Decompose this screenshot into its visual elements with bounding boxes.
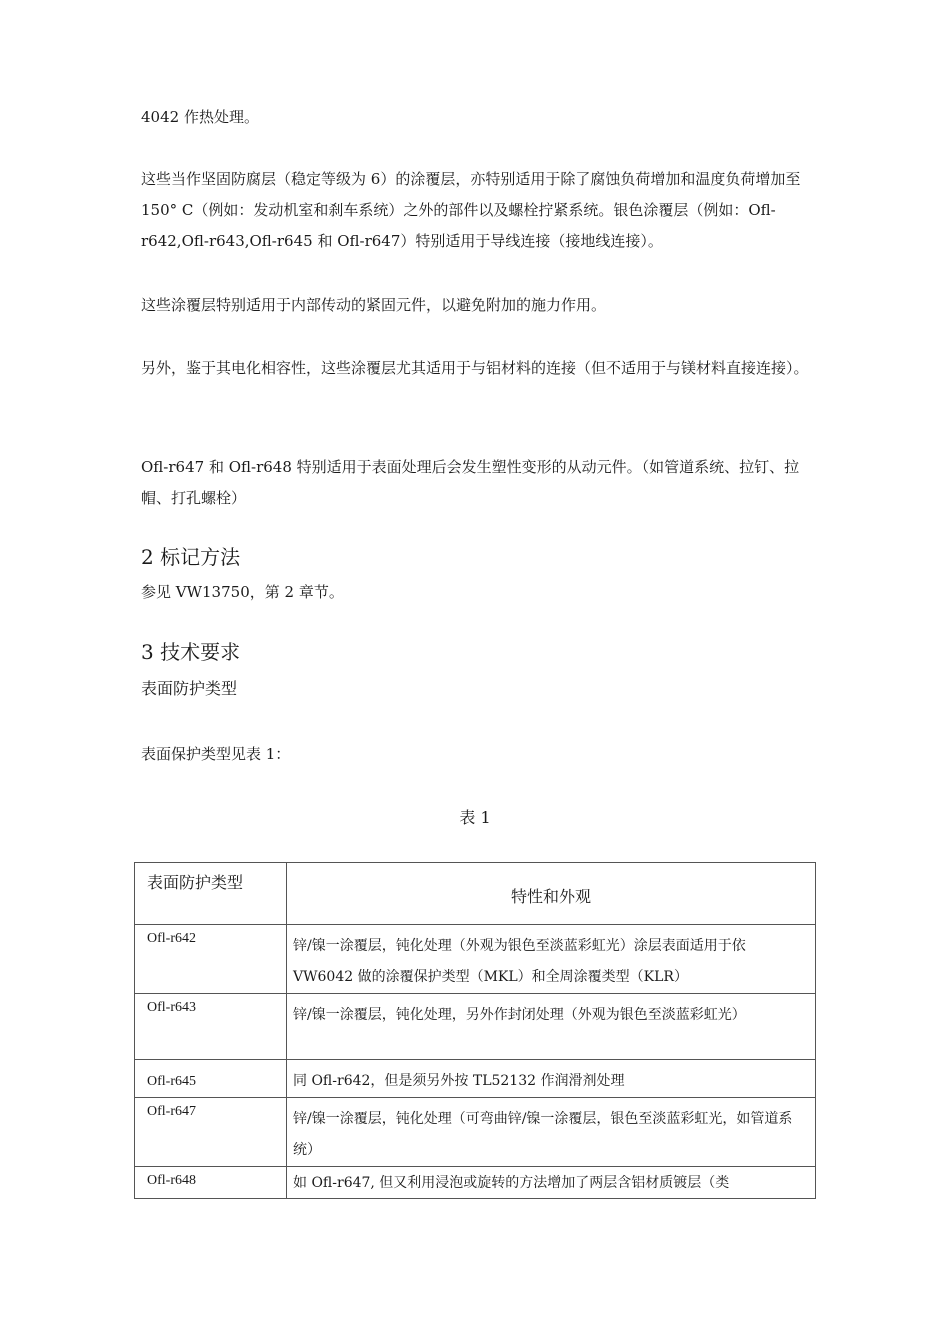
cell-type: Ofl-r642 <box>135 925 287 994</box>
cell-description: 如 Ofl-r647, 但又利用浸泡或旋转的方法增加了两层含铝材质镀层（类 <box>287 1167 816 1199</box>
cell-description: 锌/镍一涂覆层，钝化处理（外观为银色至淡蓝彩虹光）涂层表面适用于依 VW6042 做的涂覆保护类型（MKL）和全周涂覆类型（KLR） <box>287 925 816 994</box>
cell-type: Ofl-r647 <box>135 1098 287 1167</box>
cell-type: Ofl-r648 <box>135 1167 287 1199</box>
paragraph-plastic-deformation: Ofl-r647 和 Ofl-r648 特别适用于表面处理后会发生塑性变形的从动元件。（如管道系统、拉钉、拉帽、打孔螺栓） <box>141 458 800 507</box>
table-row <box>135 925 816 994</box>
header-protection-type: 表面防护类型 <box>135 863 287 925</box>
table-caption: 表 1 <box>459 808 491 827</box>
subheading-surface-protection: 表面防护类型 <box>141 679 238 698</box>
paragraph-heat-treatment: 4042 作热处理。 <box>141 108 259 126</box>
cell-description: 锌/镍一涂覆层，钝化处理，另外作封闭处理（外观为银色至淡蓝彩虹光） <box>287 994 816 1060</box>
cell-type: Ofl-r645 <box>135 1060 287 1098</box>
cell-description: 锌/镍一涂覆层，钝化处理（可弯曲锌/镍一涂覆层，银色至淡蓝彩虹光，如管道系统） <box>287 1098 816 1167</box>
paragraph-compatibility: 另外，鉴于其电化相容性，这些涂覆层尤其适用于与铝材料的连接（但不适用于与镁材料直接连接）。 <box>141 359 809 377</box>
header-properties: 特性和外观 <box>287 863 816 925</box>
table-header-row <box>135 863 816 925</box>
table-row <box>135 994 816 1060</box>
table-row <box>135 1098 816 1167</box>
heading-marking-method: 2 标记方法 <box>141 545 241 569</box>
table-row <box>135 1167 816 1199</box>
paragraph-table-intro: 表面保护类型见表 1： <box>141 745 291 763</box>
cell-type: Ofl-r643 <box>135 994 287 1060</box>
heading-technical-requirements: 3 技术要求 <box>141 640 241 664</box>
surface-protection-table <box>134 862 816 1199</box>
cell-description: 同 Ofl-r642，但是须另外按 TL52132 作润滑剂处理 <box>287 1060 816 1098</box>
paragraph-reference: 参见 VW13750，第 2 章节。 <box>141 583 344 601</box>
table-row <box>135 1060 816 1098</box>
paragraph-coating-usage: 这些当作坚固防腐层（稳定等级为 6）的涂覆层，亦特别适用于除了腐蚀负荷增加和温度负荷增加至 150° C（例如：发动机室和刹车系统）之外的部件以及螺栓拧紧系统。银色涂覆层（例如：Ofl-r642,Ofl-r643,Ofl-r645 和 Ofl-r647）特别适用于导线连接（接地线连接）。 <box>141 170 801 250</box>
paragraph-fastening: 这些涂覆层特别适用于内部传动的紧固元件，以避免附加的施力作用。 <box>141 296 607 314</box>
